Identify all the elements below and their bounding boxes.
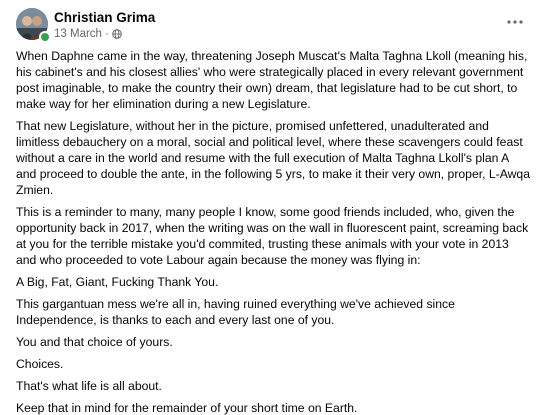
- post-paragraph: When Daphne came in the way, threatening Joseph Muscat's Malta Taghna Lkoll (meaning his, his cabinet's and his closest allies' who were strategically placed in every relevant government post imaginable, to make the country their own) dream, that legislature had to be cut short, to make way for her elimination during a new Legislature.: [16, 49, 528, 111]
- author-name[interactable]: Christian Grima: [54, 10, 156, 25]
- more-options-button[interactable]: [502, 12, 528, 32]
- post-paragraph: That new Legislature, without her in the picture, promised unfettered, unadulterated and limitless debauchery on a moral, social and political level, where these scavengers could feast without a care in the world and resume with the full execution of Malta Taghna Lkoll's plan A and proceed to double the ante, in the following 5 yrs, to make it their very own, proper, L-Awqa Zmien.: [16, 119, 530, 197]
- post-meta: [54, 28, 122, 40]
- post-date[interactable]: 13 March: [54, 28, 102, 40]
- post-header: [16, 8, 528, 42]
- meta-separator: ·: [104, 28, 109, 40]
- post-paragraph: Keep that in mind for the remainder of your short time on Earth.: [16, 401, 358, 415]
- post-paragraph: Choices.: [16, 357, 64, 371]
- post-body: [16, 48, 532, 415]
- post-paragraph: This gargantuan mess we're all in, having ruined everything we've achieved since Independence, is thanks to each and every last one of you.: [16, 297, 455, 327]
- post-paragraph: You and that choice of yours.: [16, 335, 173, 349]
- more-horizontal-icon: [507, 20, 523, 24]
- globe-icon[interactable]: [112, 29, 122, 39]
- post-paragraph: A Big, Fat, Giant, Fucking Thank You.: [16, 275, 219, 289]
- post-paragraph: That's what life is all about.: [16, 379, 162, 393]
- post-paragraph: This is a reminder to many, many people I know, some good friends included, who, given the opportunity back in 2017, when the writing was on the wall in fluorescent paint, screaming back at you for the terrible mistake you'd commited, trusting these animals with your vote in 2013 and who proceeded to vote Labour again because the money was flying in:: [16, 205, 529, 267]
- online-status-dot: [39, 31, 51, 43]
